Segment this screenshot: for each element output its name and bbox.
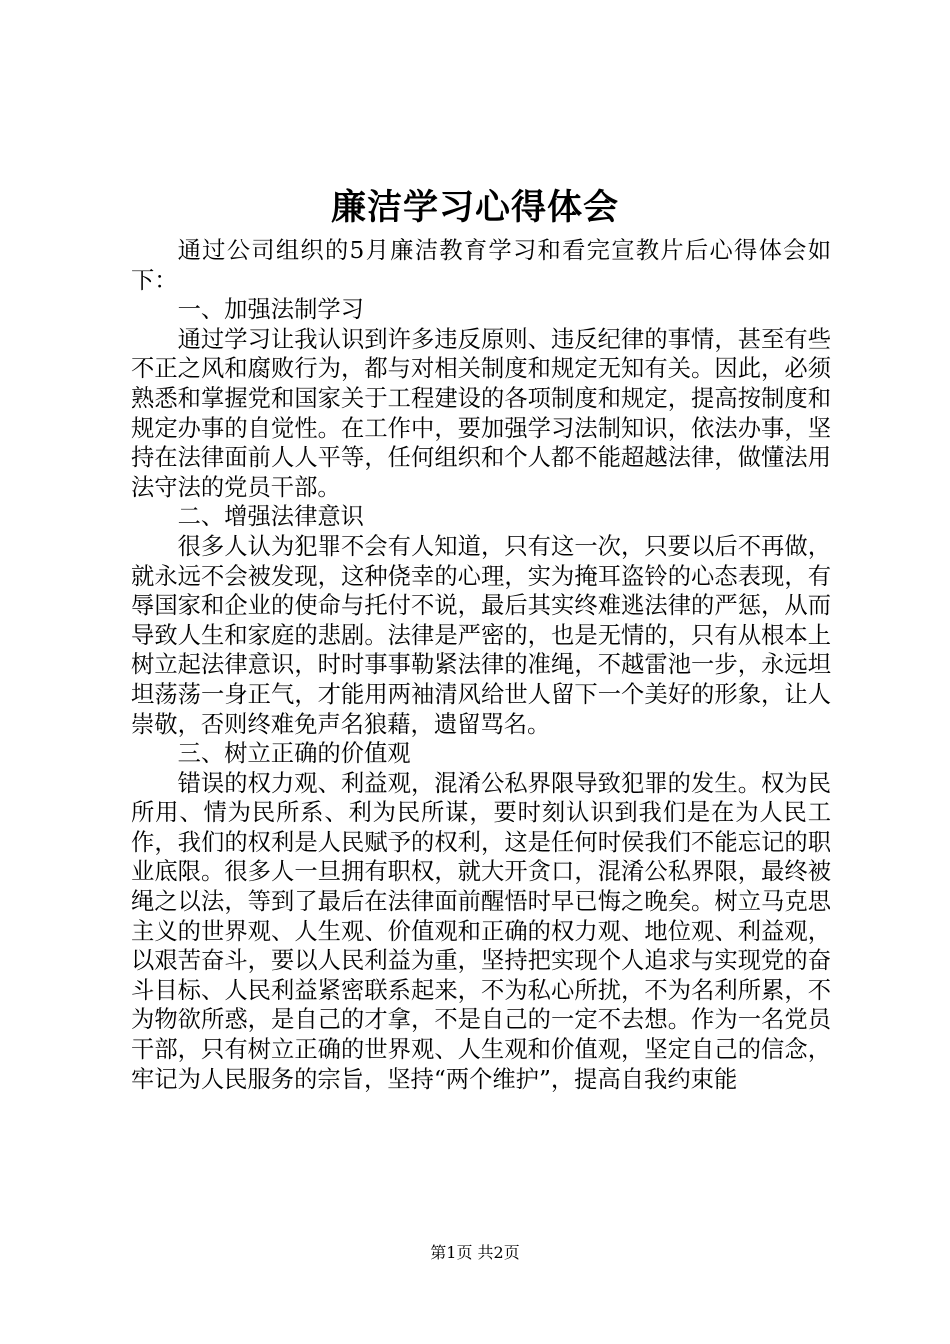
paragraph-section-1: 通过学习让我认识到许多违反原则、违反纪律的事情，甚至有些不正之风和腐败行为，都与对相关制度和规定无知有关。因此，必须熟悉和掌握党和国家关于工程建设的各项制度和规定，提高按制度和规定办事的自觉性。在工作中，要加强学习法制知识，依法办事，坚持在法律面前人人平等，任何组织和个人都不能超越法律，做懂法用法守法的党员干部。 <box>131 325 831 501</box>
paragraph-section-3: 错误的权力观、利益观，混淆公私界限导致犯罪的发生。权为民所用、情为民所系、利为民所谋，要时刻认识到我们是在为人民工作，我们的权利是人民赋予的权利，这是任何时侯我们不能忘记的职业底限。很多人一旦拥有职权，就大开贪口，混淆公私界限，最终被绳之以法，等到了最后在法律面前醒悟时早已悔之晚矣。树立马克思主义的世界观、人生观、价值观和正确的权力观、地位观、利益观，以艰苦奋斗，要以人民利益为重，坚持把实现个人追求与实现党的奋斗目标、人民利益紧密联系起来，不为私心所扰，不为名利所累，不为物欲所惑，是自己的才拿，不是自己的一定不去想。作为一名党员干部，只有树立正确的世界观、人生观和价值观，坚定自己的信念，牢记为人民服务的宗旨，坚持“两个维护”，提高自我约束能 <box>131 769 831 1093</box>
section-heading-1: 一、加强法制学习 <box>177 296 364 324</box>
paragraph-intro: 通过公司组织的5月廉洁教育学习和看完宣教片后心得体会如下： <box>131 237 831 294</box>
document-body <box>131 236 831 1094</box>
paragraph-section-2: 很多人认为犯罪不会有人知道，只有这一次，只要以后不再做，就永远不会被发现，这种侥幸的心理，实为掩耳盗铃的心态表现，有辱国家和企业的使命与托付不说，最后其实终难逃法律的严惩，从而导致人生和家庭的悲剧。法律是严密的，也是无情的，只有从根本上树立起法律意识，时时事事勒紧法律的准绳，不越雷池一步，永远坦坦荡荡一身正气，才能用两袖清风给世人留下一个美好的形象，让人崇敬，否则终难免声名狼藉，遗留骂名。 <box>131 532 831 738</box>
section-heading-3: 三、树立正确的价值观 <box>177 740 411 768</box>
section-heading-2: 二、增强法律意识 <box>177 503 364 531</box>
document-title: 廉洁学习心得体会 <box>330 187 619 228</box>
page-number-footer: 第1页 共2页 <box>430 1243 520 1262</box>
